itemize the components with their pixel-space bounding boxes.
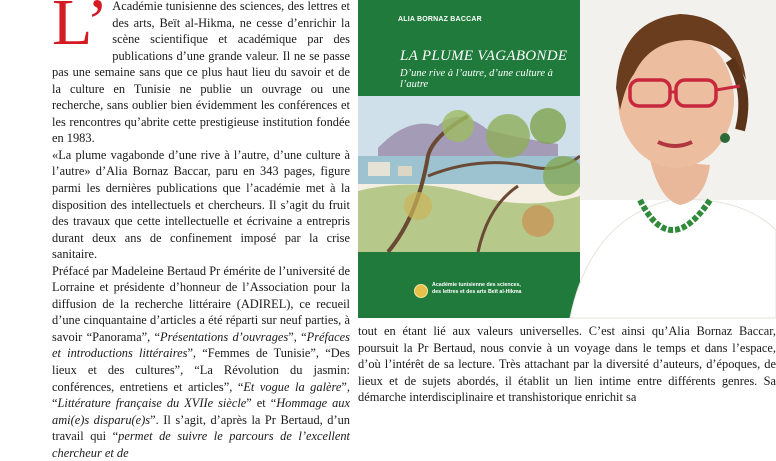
publisher-line: des lettres et des arts Beït al-Hikma bbox=[432, 289, 522, 295]
book-title: LA PLUME VAGABONDE bbox=[400, 48, 568, 64]
article-column-right bbox=[358, 323, 776, 406]
drop-cap: L’ bbox=[52, 0, 109, 59]
academy-logo bbox=[414, 284, 428, 298]
author-portrait bbox=[580, 0, 776, 318]
italic-segment: Littérature française du XVIIe siècle bbox=[57, 396, 247, 411]
text-segment: ” et “ bbox=[246, 396, 277, 411]
article-column-left bbox=[52, 0, 350, 461]
paragraph-book: «La plume vagabonde d’une rive à l’autre, d’une culture à l’autre» d’Alia Bornaz Baccar, paru en 343 pages, figure parmi les dernières publications que l’académie met à la disposition des intellectuels et chercheurs. Il s’agit du fruit des travaux que cette intellectuelle et écrivaine a entrepris durant deux ans de confinement imposé par la crise sanitaire. bbox=[52, 147, 350, 262]
text-segment: Préfacé par Madeleine Bertaud Pr émérite de l’université de Lorraine et présidente d’honneur de l’Association pour la diffusion de la recherche littéraire (ADIREL), ce recueil d’une cinquantaine d’articles a été réparti sur neuf parties, à savoir “Panorama”, “ bbox=[52, 263, 350, 344]
publisher-line: Académie tunisienne des sciences, bbox=[432, 282, 521, 288]
italic-segment: Préfaces et introductions littéraires bbox=[52, 329, 350, 361]
text-segment: ”, “ bbox=[52, 379, 350, 411]
paragraph-intro: Académie tunisienne des sciences, des lettres et des arts, Beït al-Hikma, ne cesse d’enrichir la scène scientifique et académique par des publications d’une grande valeur. Il ne se passe pas une semaine sans que ce plus haut lieu du savoir et de la culture en Tunisie ne publie un ouvrage ou une recherche, sans oublier bien évidemment les conférences et les rencontres qu’abrite cette prestigieuse institution fondée en 1983. bbox=[52, 0, 350, 146]
italic-segment: Hommage aux ami(e)s disparu(e)s bbox=[52, 396, 351, 427]
book-publisher bbox=[432, 282, 522, 296]
book-subtitle: D’une rive à l’autre, d’une culture à l’autre bbox=[400, 68, 553, 90]
cover-painting bbox=[358, 96, 580, 252]
text-segment: ”, “ bbox=[288, 329, 307, 344]
book-author: ALIA BORNAZ BACCAR bbox=[398, 16, 482, 23]
text-segment: ”. Il s’agit, d’après la Pr Bertaud, d’un travail qui “ bbox=[52, 412, 350, 444]
paragraph-preface bbox=[52, 263, 350, 461]
italic-segment: Et vogue la galère bbox=[243, 379, 342, 394]
paragraph-continuation: tout en étant lié aux valeurs universelles. C’est ainsi qu’Alia Bornaz Baccar, poursuit la Pr Bertaud, nous convie à un voyage dans le temps et dans l’espace, d’où l’intérêt de sa lecture. Très attachant par la diversité d’auteurs, d’époques, de lieux et de sujets abordés, il établit un lien intime entre différents genres. Sa démarche interdisciplinaire et transhistorique enrichit sa bbox=[358, 324, 776, 405]
italic-segment: Présentations d’ouvrages bbox=[160, 329, 289, 344]
italic-segment: permet de suivre le parcours de l’excellent chercheur et de bbox=[52, 429, 350, 460]
book-cover-image bbox=[358, 0, 580, 318]
text-segment: ”, “Femmes de Tunisie”, “Des lieux et des cultures”, “La Révolution du jasmin: conférences, entretiens et articles”, “ bbox=[52, 346, 350, 394]
